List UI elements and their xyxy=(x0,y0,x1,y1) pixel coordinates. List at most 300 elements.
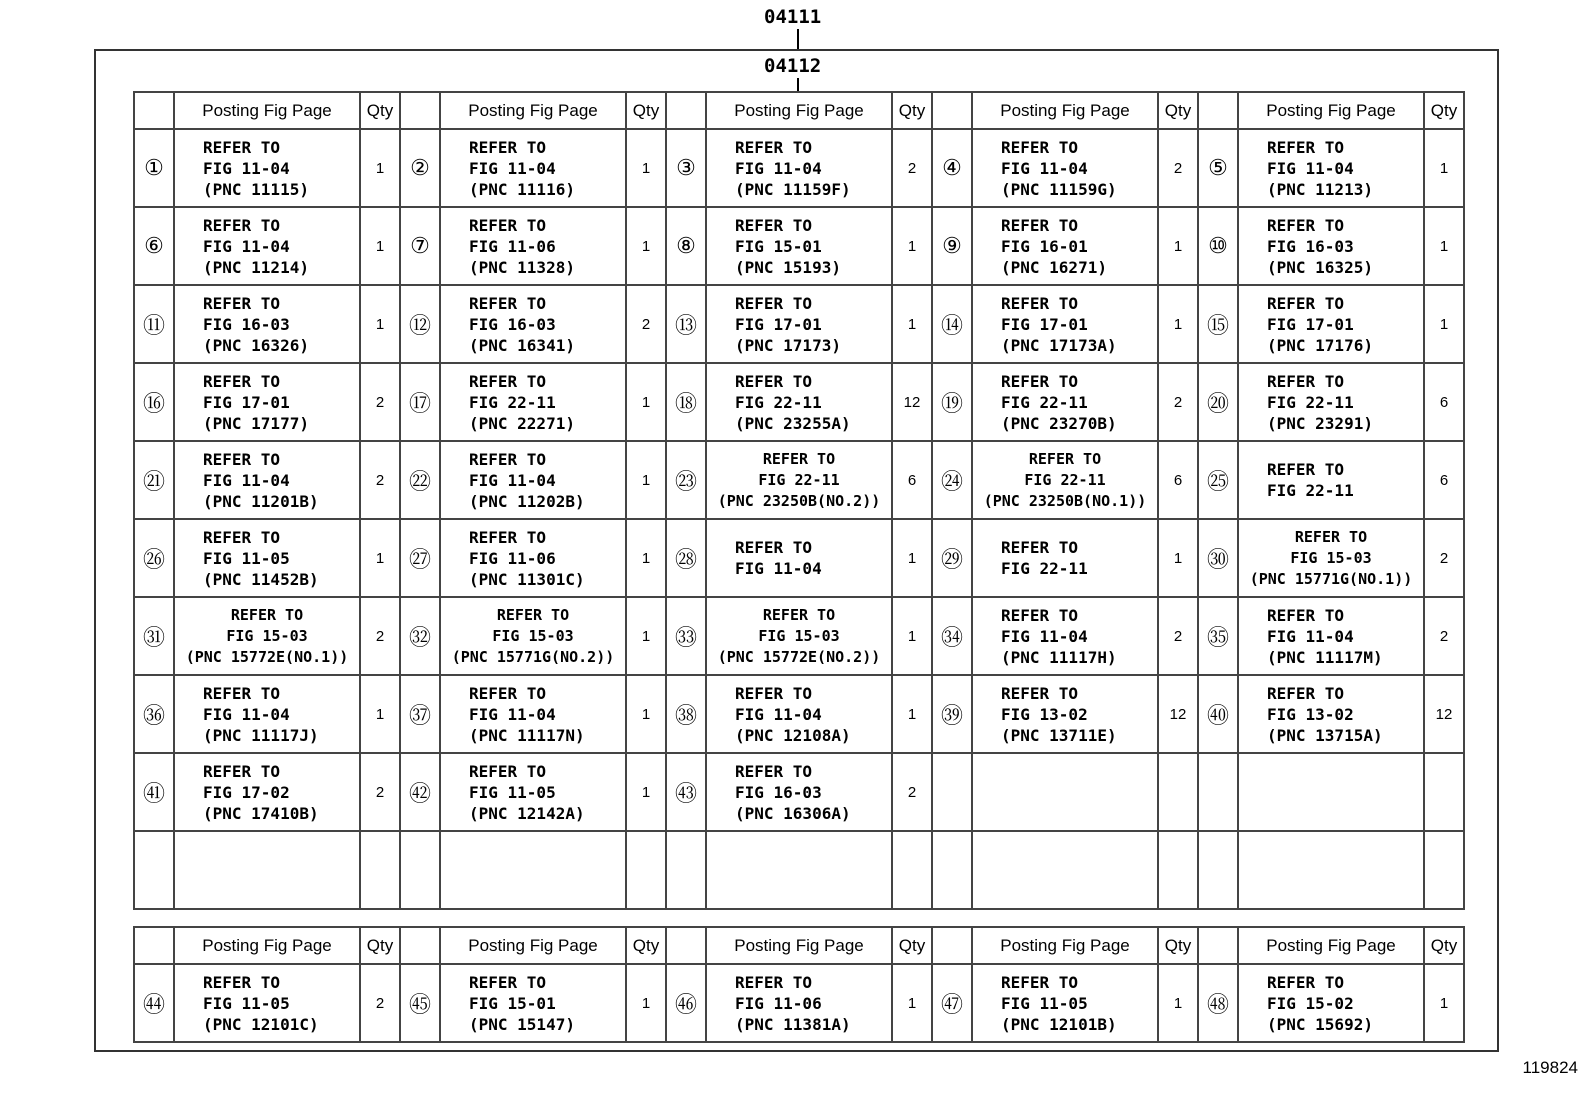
item-number: ㊳ xyxy=(666,675,706,753)
item-number: ㊴ xyxy=(932,675,972,753)
table-row xyxy=(134,441,1464,519)
table-row xyxy=(134,753,1464,831)
posting-line2: FIG 11-04 xyxy=(1001,158,1088,178)
posting-line2: FIG 15-01 xyxy=(735,236,822,256)
item-number: ㉚ xyxy=(1198,519,1238,597)
posting-fig-cell xyxy=(1238,441,1424,519)
item-number: ① xyxy=(134,129,174,207)
posting-line2: FIG 11-04 xyxy=(735,559,822,578)
posting-line2: FIG 11-05 xyxy=(203,993,290,1013)
posting-fig-cell xyxy=(174,129,360,207)
item-number: ⑩ xyxy=(1198,207,1238,285)
item-number: ㉒ xyxy=(400,441,440,519)
header-qty: Qty xyxy=(626,92,666,129)
posting-line1: REFER TO xyxy=(203,215,281,235)
posting-line3: (PNC 17173A) xyxy=(1001,335,1117,355)
posting-line2: FIG 15-03 xyxy=(492,626,574,645)
qty-value xyxy=(1158,753,1198,831)
posting-fig-cell xyxy=(174,519,360,597)
posting-line3: (PNC 15772E(NO.2)) xyxy=(717,647,881,666)
header-posting: Posting Fig Page xyxy=(174,927,360,964)
qty-value: 1 xyxy=(892,207,932,285)
posting-line2: FIG 15-03 xyxy=(758,626,840,645)
posting-line3: (PNC 11202B) xyxy=(469,491,585,511)
header-blank xyxy=(1198,927,1238,964)
header-posting: Posting Fig Page xyxy=(1238,92,1424,129)
label-inner: 04112 xyxy=(764,55,822,77)
posting-line2: FIG 11-04 xyxy=(1267,626,1354,646)
posting-line2: FIG 13-02 xyxy=(1267,704,1354,724)
qty-value: 1 xyxy=(360,675,400,753)
posting-line1: REFER TO xyxy=(203,972,281,992)
posting-line3: (PNC 11452B) xyxy=(203,569,319,589)
item-number: ㊽ xyxy=(1198,964,1238,1042)
item-number: ㉜ xyxy=(400,597,440,675)
posting-line1: REFER TO xyxy=(1001,371,1079,391)
posting-line3: (PNC 11201B) xyxy=(203,491,319,511)
qty-value: 6 xyxy=(1424,441,1464,519)
posting-line2: FIG 11-04 xyxy=(1001,626,1088,646)
item-number: ⑤ xyxy=(1198,129,1238,207)
posting-line2: FIG 11-04 xyxy=(203,236,290,256)
posting-line3: (PNC 23250B(NO.1)) xyxy=(983,491,1147,510)
qty-value: 2 xyxy=(360,964,400,1042)
posting-line3: (PNC 15193) xyxy=(735,257,841,277)
posting-line1: REFER TO xyxy=(1267,972,1345,992)
posting-fig-cell xyxy=(1238,753,1424,831)
posting-fig-cell xyxy=(440,285,626,363)
qty-value: 1 xyxy=(1424,964,1464,1042)
qty-value: 1 xyxy=(360,207,400,285)
item-number: ㉗ xyxy=(400,519,440,597)
posting-line3: (PNC 11117H) xyxy=(1001,647,1117,667)
qty-value: 1 xyxy=(626,129,666,207)
posting-line1: REFER TO xyxy=(230,605,304,624)
item-number: ④ xyxy=(932,129,972,207)
posting-fig-cell xyxy=(706,519,892,597)
posting-line2: FIG 11-04 xyxy=(469,704,556,724)
posting-line2: FIG 11-06 xyxy=(735,993,822,1013)
posting-line3: (PNC 13715A) xyxy=(1267,725,1383,745)
posting-line3: (PNC 23250B(NO.2)) xyxy=(717,491,881,510)
item-number: ㊲ xyxy=(400,675,440,753)
posting-line2: FIG 16-03 xyxy=(1267,236,1354,256)
qty-value: 2 xyxy=(1158,597,1198,675)
header-blank xyxy=(666,92,706,129)
reference-number: 119824 xyxy=(1522,1058,1578,1077)
qty-value: 1 xyxy=(1424,207,1464,285)
header-blank xyxy=(400,92,440,129)
posting-fig-cell xyxy=(706,441,892,519)
main-parts-table xyxy=(133,91,1465,910)
posting-line3: (PNC 16326) xyxy=(203,335,309,355)
header-blank xyxy=(666,927,706,964)
posting-line1: REFER TO xyxy=(1001,137,1079,157)
qty-value xyxy=(892,831,932,909)
posting-fig-cell xyxy=(972,207,1158,285)
header-posting: Posting Fig Page xyxy=(174,92,360,129)
posting-line1: REFER TO xyxy=(1001,683,1079,703)
posting-fig-cell xyxy=(1238,597,1424,675)
item-number: ⑰ xyxy=(400,363,440,441)
posting-line1: REFER TO xyxy=(735,761,813,781)
posting-line3: (PNC 11116) xyxy=(469,179,575,199)
qty-value: 1 xyxy=(360,285,400,363)
posting-fig-cell xyxy=(972,964,1158,1042)
posting-line2: FIG 11-05 xyxy=(1001,993,1088,1013)
posting-fig-cell xyxy=(1238,675,1424,753)
qty-value: 2 xyxy=(1424,519,1464,597)
posting-line3: (PNC 11159F) xyxy=(735,179,851,199)
item-number: ⑨ xyxy=(932,207,972,285)
posting-line2: FIG 13-02 xyxy=(1001,704,1088,724)
header-posting: Posting Fig Page xyxy=(706,927,892,964)
header-qty: Qty xyxy=(360,92,400,129)
item-number: ㊵ xyxy=(1198,675,1238,753)
posting-fig-cell xyxy=(706,597,892,675)
posting-line1: REFER TO xyxy=(735,215,813,235)
posting-line3: (PNC 16341) xyxy=(469,335,575,355)
posting-line1: REFER TO xyxy=(762,605,836,624)
table-row xyxy=(134,129,1464,207)
qty-value: 6 xyxy=(892,441,932,519)
posting-fig-cell xyxy=(706,363,892,441)
posting-line3: (PNC 15147) xyxy=(469,1014,575,1034)
table-row xyxy=(134,675,1464,753)
posting-line3: (PNC 11328) xyxy=(469,257,575,277)
posting-line1: REFER TO xyxy=(735,137,813,157)
posting-line1: REFER TO xyxy=(735,683,813,703)
posting-line3: (PNC 23291) xyxy=(1267,413,1373,433)
header-posting: Posting Fig Page xyxy=(972,92,1158,129)
posting-line2: FIG 22-11 xyxy=(1267,481,1354,500)
posting-line1: REFER TO xyxy=(203,137,281,157)
posting-line3: (PNC 11381A) xyxy=(735,1014,851,1034)
item-number: ㉑ xyxy=(134,441,174,519)
qty-value: 1 xyxy=(360,129,400,207)
posting-line1: REFER TO xyxy=(1267,137,1345,157)
posting-fig-cell xyxy=(440,675,626,753)
posting-line1: REFER TO xyxy=(1001,293,1079,313)
posting-fig-cell xyxy=(972,675,1158,753)
item-number xyxy=(134,831,174,909)
header-blank xyxy=(400,927,440,964)
item-number: ② xyxy=(400,129,440,207)
bottom-parts-table xyxy=(133,926,1465,1043)
posting-line1: REFER TO xyxy=(1001,605,1079,625)
posting-fig-cell xyxy=(972,285,1158,363)
posting-line3: (PNC 17173) xyxy=(735,335,841,355)
item-number: ㊺ xyxy=(400,964,440,1042)
posting-line1: REFER TO xyxy=(762,449,836,468)
posting-line3: (PNC 16306A) xyxy=(735,803,851,823)
posting-fig-cell xyxy=(706,207,892,285)
posting-line3: (PNC 15771G(NO.1)) xyxy=(1249,569,1413,588)
item-number xyxy=(932,753,972,831)
posting-fig-cell xyxy=(706,831,892,909)
qty-value: 2 xyxy=(360,597,400,675)
posting-fig-cell xyxy=(706,964,892,1042)
posting-line2: FIG 15-03 xyxy=(226,626,308,645)
posting-line1: REFER TO xyxy=(496,605,570,624)
posting-line1: REFER TO xyxy=(203,449,281,469)
qty-value: 1 xyxy=(626,519,666,597)
item-number: ㉟ xyxy=(1198,597,1238,675)
item-number: ⑧ xyxy=(666,207,706,285)
posting-fig-cell xyxy=(174,441,360,519)
table-row xyxy=(134,207,1464,285)
posting-line3: (PNC 22271) xyxy=(469,413,575,433)
qty-value: 1 xyxy=(1158,519,1198,597)
header-row xyxy=(134,927,1464,964)
qty-value: 2 xyxy=(892,753,932,831)
posting-line1: REFER TO xyxy=(1267,293,1345,313)
posting-line2: FIG 11-05 xyxy=(203,548,290,568)
posting-fig-cell xyxy=(440,964,626,1042)
item-number xyxy=(666,831,706,909)
posting-fig-cell xyxy=(972,831,1158,909)
header-qty: Qty xyxy=(892,927,932,964)
posting-fig-cell xyxy=(174,675,360,753)
posting-line2: FIG 22-11 xyxy=(1001,559,1088,578)
posting-line1: REFER TO xyxy=(469,972,547,992)
qty-value: 1 xyxy=(360,519,400,597)
posting-line1: REFER TO xyxy=(735,371,813,391)
posting-fig-cell xyxy=(972,753,1158,831)
qty-value xyxy=(1424,753,1464,831)
header-qty: Qty xyxy=(892,92,932,129)
posting-fig-cell xyxy=(440,363,626,441)
posting-line3: (PNC 12101C) xyxy=(203,1014,319,1034)
header-posting: Posting Fig Page xyxy=(706,92,892,129)
item-number: ㉔ xyxy=(932,441,972,519)
posting-fig-cell xyxy=(440,441,626,519)
posting-line2: FIG 11-04 xyxy=(203,704,290,724)
posting-line2: FIG 22-11 xyxy=(1001,392,1088,412)
posting-line2: FIG 11-04 xyxy=(469,470,556,490)
qty-value: 2 xyxy=(1424,597,1464,675)
posting-fig-cell xyxy=(1238,964,1424,1042)
posting-line3: (PNC 12101B) xyxy=(1001,1014,1117,1034)
posting-line3: (PNC 11115) xyxy=(203,179,309,199)
qty-value: 12 xyxy=(1424,675,1464,753)
posting-line3: (PNC 11214) xyxy=(203,257,309,277)
posting-fig-cell xyxy=(440,753,626,831)
posting-line3: (PNC 17410B) xyxy=(203,803,319,823)
posting-line1: REFER TO xyxy=(1267,605,1345,625)
qty-value: 1 xyxy=(892,597,932,675)
posting-fig-cell xyxy=(174,597,360,675)
posting-line3: (PNC 12142A) xyxy=(469,803,585,823)
posting-line2: FIG 11-06 xyxy=(469,236,556,256)
qty-value: 2 xyxy=(360,753,400,831)
item-number: ⑫ xyxy=(400,285,440,363)
posting-line2: FIG 11-04 xyxy=(203,158,290,178)
posting-line2: FIG 11-05 xyxy=(469,782,556,802)
posting-fig-cell xyxy=(706,285,892,363)
posting-line1: REFER TO xyxy=(1001,538,1079,557)
posting-line2: FIG 11-04 xyxy=(469,158,556,178)
posting-line2: FIG 17-01 xyxy=(1267,314,1354,334)
leader-line-inner xyxy=(797,78,799,91)
posting-line1: REFER TO xyxy=(469,527,547,547)
header-posting: Posting Fig Page xyxy=(440,927,626,964)
posting-fig-cell xyxy=(174,363,360,441)
qty-value: 1 xyxy=(892,519,932,597)
qty-value: 1 xyxy=(626,675,666,753)
posting-line2: FIG 11-04 xyxy=(735,158,822,178)
qty-value xyxy=(1424,831,1464,909)
item-number xyxy=(1198,831,1238,909)
posting-line1: REFER TO xyxy=(1294,527,1368,546)
item-number: ⑪ xyxy=(134,285,174,363)
posting-line3: (PNC 17177) xyxy=(203,413,309,433)
posting-line1: REFER TO xyxy=(469,683,547,703)
header-blank xyxy=(932,92,972,129)
posting-line2: FIG 16-03 xyxy=(735,782,822,802)
posting-line2: FIG 16-01 xyxy=(1001,236,1088,256)
posting-fig-cell xyxy=(1238,285,1424,363)
item-number: ⑯ xyxy=(134,363,174,441)
table-row xyxy=(134,831,1464,909)
item-number: ㊻ xyxy=(666,964,706,1042)
qty-value xyxy=(360,831,400,909)
item-number: ⑲ xyxy=(932,363,972,441)
posting-line2: FIG 16-03 xyxy=(203,314,290,334)
posting-line1: REFER TO xyxy=(1267,371,1345,391)
item-number: ㊶ xyxy=(134,753,174,831)
posting-line3: (PNC 11301C) xyxy=(469,569,585,589)
posting-fig-cell xyxy=(706,753,892,831)
posting-line3: (PNC 11117M) xyxy=(1267,647,1383,667)
qty-value xyxy=(626,831,666,909)
item-number: ⑥ xyxy=(134,207,174,285)
item-number xyxy=(932,831,972,909)
posting-line3: (PNC 11117J) xyxy=(203,725,319,745)
header-blank xyxy=(932,927,972,964)
qty-value: 1 xyxy=(892,964,932,1042)
item-number: ⑭ xyxy=(932,285,972,363)
posting-line1: REFER TO xyxy=(469,761,547,781)
posting-line1: REFER TO xyxy=(203,683,281,703)
posting-line3: (PNC 11159G) xyxy=(1001,179,1117,199)
header-qty: Qty xyxy=(1424,92,1464,129)
posting-line3: (PNC 23270B) xyxy=(1001,413,1117,433)
item-number: ㉝ xyxy=(666,597,706,675)
posting-line2: FIG 16-03 xyxy=(469,314,556,334)
qty-value: 1 xyxy=(892,285,932,363)
item-number: ㊸ xyxy=(666,753,706,831)
posting-line3: (PNC 11117N) xyxy=(469,725,585,745)
item-number xyxy=(1198,753,1238,831)
qty-value: 2 xyxy=(1158,129,1198,207)
header-posting: Posting Fig Page xyxy=(1238,927,1424,964)
posting-line2: FIG 17-02 xyxy=(203,782,290,802)
item-number xyxy=(400,831,440,909)
qty-value: 2 xyxy=(360,363,400,441)
header-qty: Qty xyxy=(1158,92,1198,129)
qty-value: 1 xyxy=(626,441,666,519)
header-posting: Posting Fig Page xyxy=(440,92,626,129)
posting-line1: REFER TO xyxy=(203,293,281,313)
qty-value: 1 xyxy=(1424,285,1464,363)
qty-value: 2 xyxy=(360,441,400,519)
qty-value: 6 xyxy=(1424,363,1464,441)
posting-fig-cell xyxy=(1238,831,1424,909)
qty-value: 1 xyxy=(1158,285,1198,363)
posting-line3: (PNC 12108A) xyxy=(735,725,851,745)
item-number: ㉞ xyxy=(932,597,972,675)
qty-value: 6 xyxy=(1158,441,1198,519)
posting-line3: (PNC 23255A) xyxy=(735,413,851,433)
posting-line2: FIG 11-06 xyxy=(469,548,556,568)
qty-value: 1 xyxy=(626,363,666,441)
posting-line3: (PNC 13711E) xyxy=(1001,725,1117,745)
qty-value xyxy=(1158,831,1198,909)
posting-fig-cell xyxy=(972,363,1158,441)
posting-fig-cell xyxy=(706,675,892,753)
posting-line1: REFER TO xyxy=(469,137,547,157)
posting-line1: REFER TO xyxy=(203,371,281,391)
posting-line2: FIG 15-03 xyxy=(1290,548,1372,567)
leader-line-outer xyxy=(797,29,799,49)
posting-fig-cell xyxy=(972,441,1158,519)
qty-value: 2 xyxy=(892,129,932,207)
posting-line1: REFER TO xyxy=(469,293,547,313)
posting-line3: (PNC 16271) xyxy=(1001,257,1107,277)
item-number: ㉓ xyxy=(666,441,706,519)
qty-value: 12 xyxy=(1158,675,1198,753)
header-qty: Qty xyxy=(360,927,400,964)
posting-line2: FIG 22-11 xyxy=(735,392,822,412)
header-row xyxy=(134,92,1464,129)
posting-line2: FIG 17-01 xyxy=(203,392,290,412)
posting-fig-cell xyxy=(1238,519,1424,597)
qty-value: 12 xyxy=(892,363,932,441)
posting-line2: FIG 11-04 xyxy=(1267,158,1354,178)
item-number: ⑮ xyxy=(1198,285,1238,363)
posting-line2: FIG 11-04 xyxy=(735,704,822,724)
item-number: ㉛ xyxy=(134,597,174,675)
item-number: ⑬ xyxy=(666,285,706,363)
posting-line2: FIG 22-11 xyxy=(469,392,556,412)
qty-value: 1 xyxy=(626,753,666,831)
header-blank xyxy=(134,927,174,964)
qty-value: 1 xyxy=(892,675,932,753)
posting-fig-cell xyxy=(972,129,1158,207)
posting-line1: REFER TO xyxy=(1001,972,1079,992)
header-posting: Posting Fig Page xyxy=(972,927,1158,964)
posting-line3: (PNC 15772E(NO.1)) xyxy=(185,647,349,666)
item-number: ⑦ xyxy=(400,207,440,285)
posting-line1: REFER TO xyxy=(469,215,547,235)
qty-value: 1 xyxy=(626,597,666,675)
posting-line3: (PNC 15692) xyxy=(1267,1014,1373,1034)
qty-value: 1 xyxy=(1158,207,1198,285)
item-number: ㉕ xyxy=(1198,441,1238,519)
posting-line2: FIG 22-11 xyxy=(1267,392,1354,412)
table-row xyxy=(134,363,1464,441)
posting-fig-cell xyxy=(440,831,626,909)
table-row xyxy=(134,285,1464,363)
posting-fig-cell xyxy=(972,597,1158,675)
item-number: ㊼ xyxy=(932,964,972,1042)
posting-line1: REFER TO xyxy=(1028,449,1102,468)
posting-line1: REFER TO xyxy=(735,538,813,557)
posting-line2: FIG 22-11 xyxy=(758,470,840,489)
qty-value: 1 xyxy=(626,207,666,285)
qty-value: 2 xyxy=(1158,363,1198,441)
